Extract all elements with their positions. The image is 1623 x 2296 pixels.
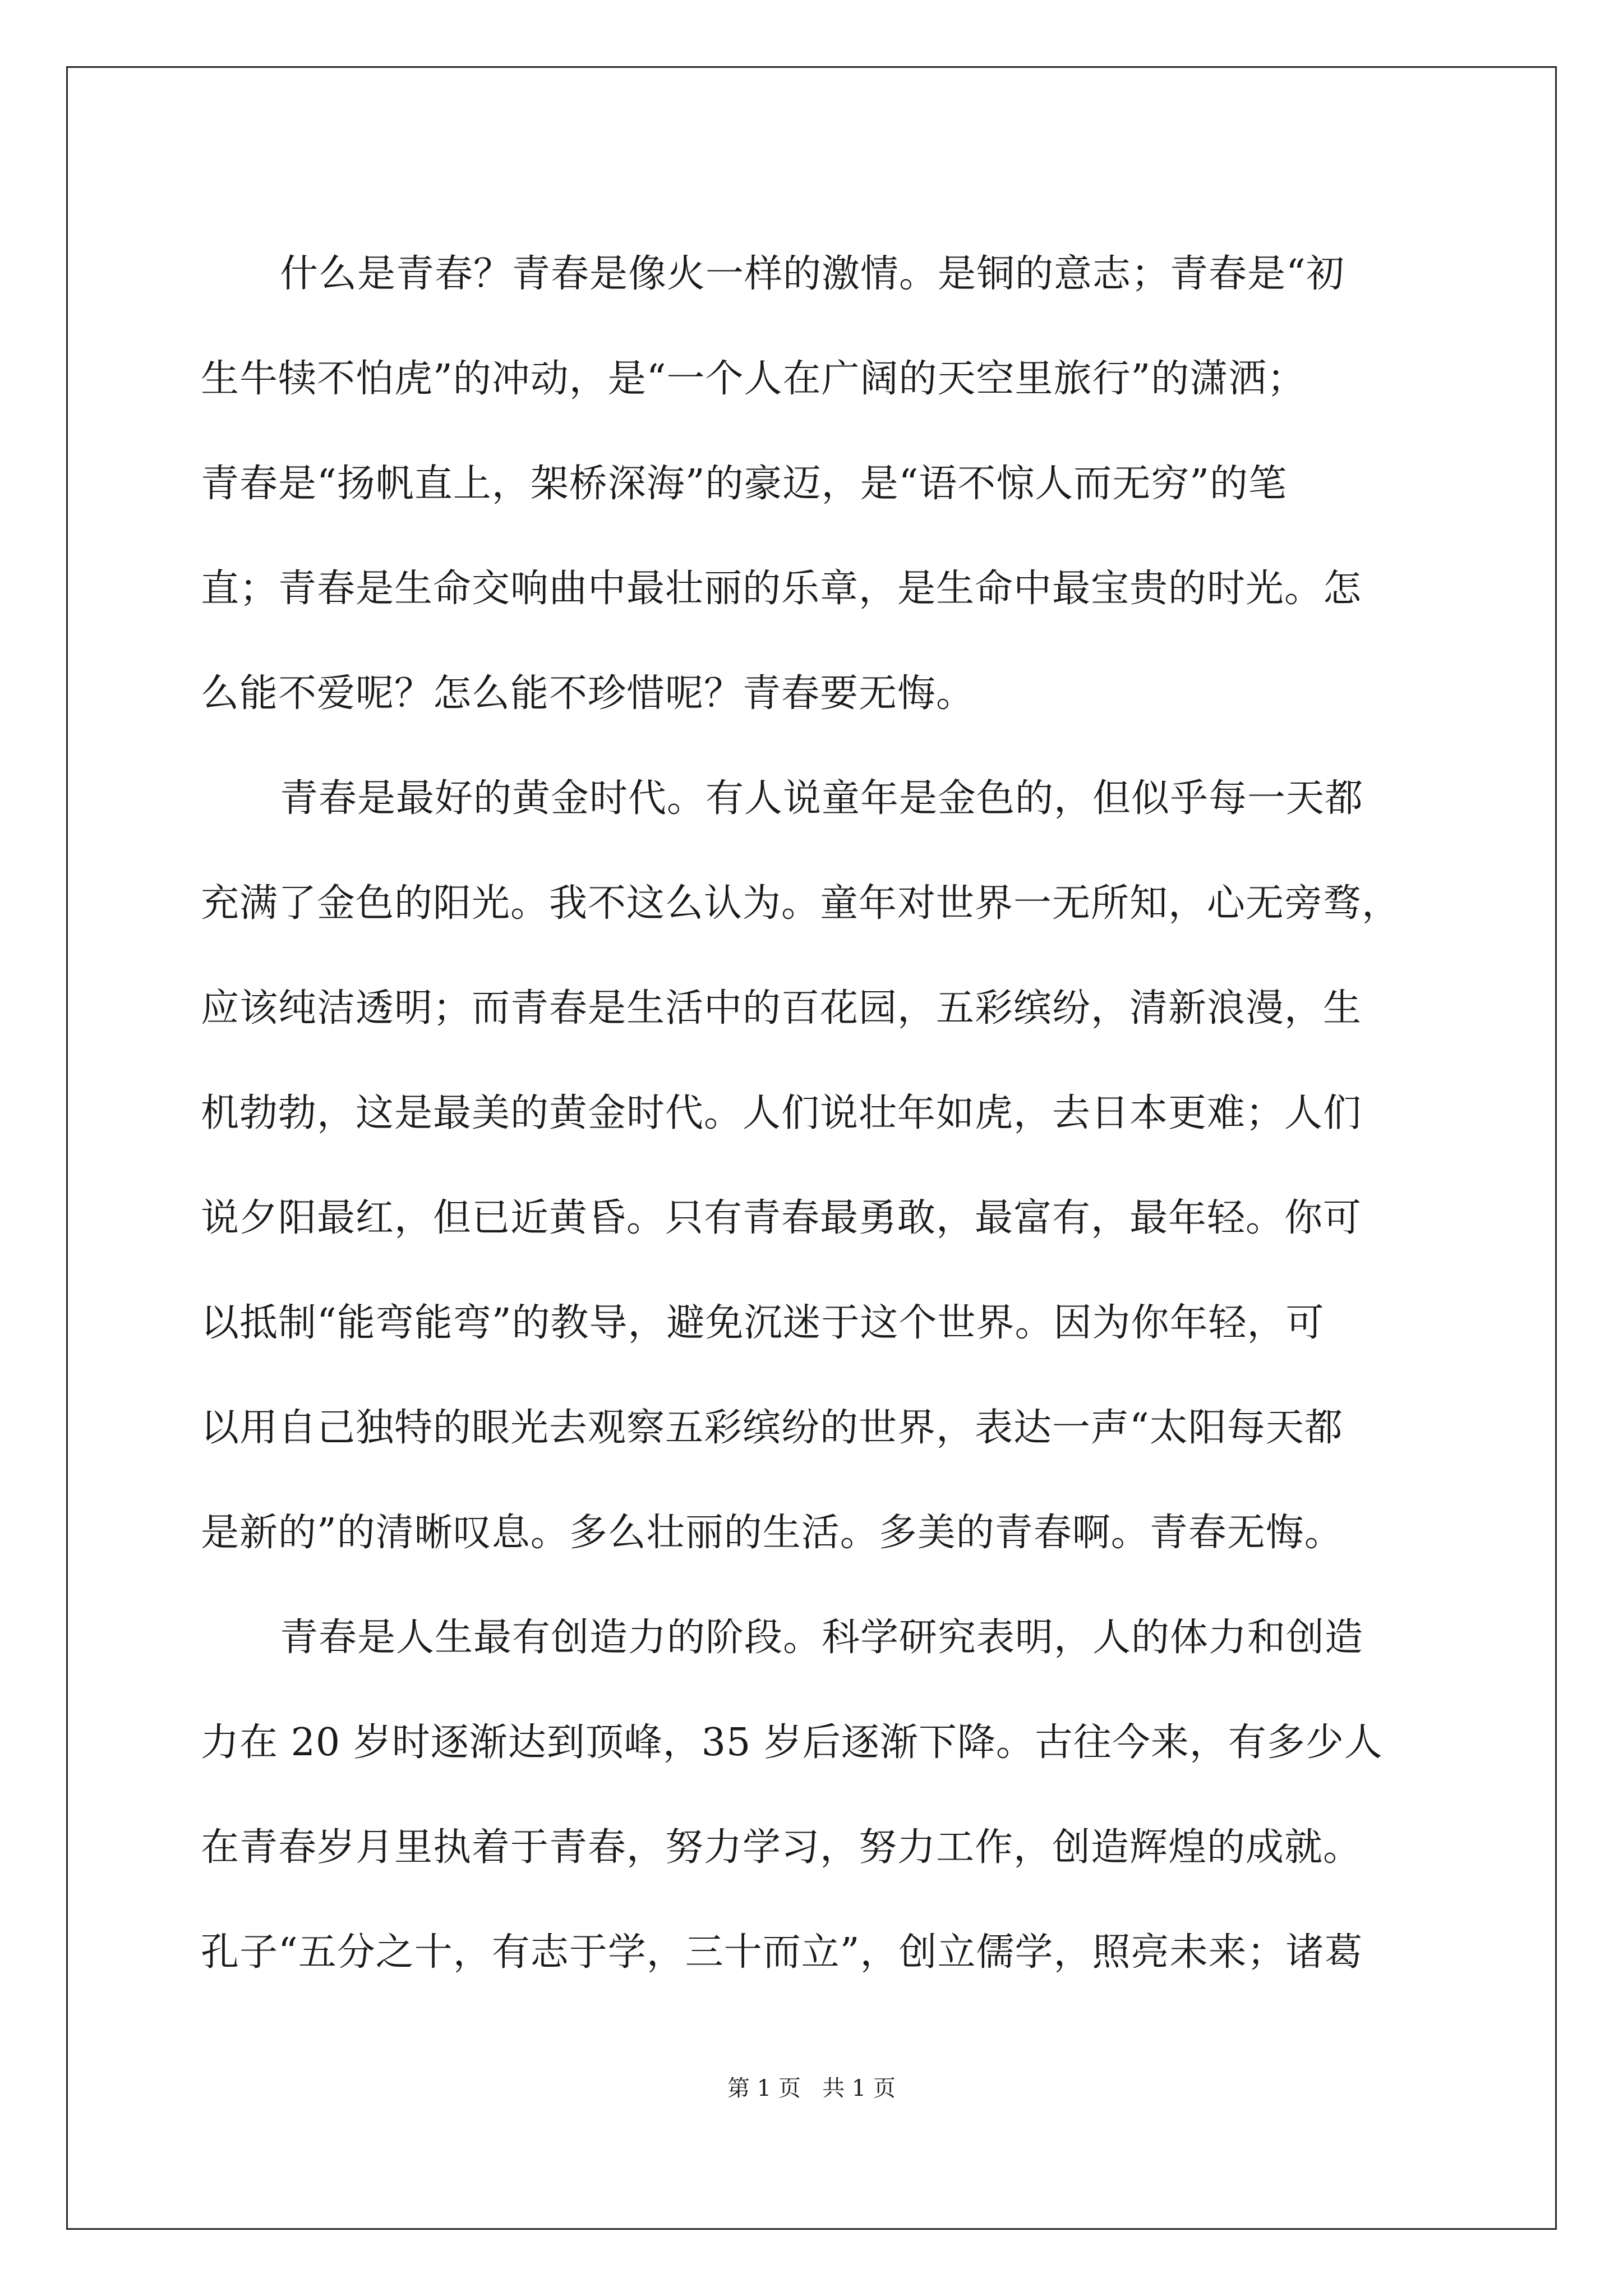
text-line: 什么是青春？青春是像火一样的激情。是铜的意志；青春是“初 bbox=[280, 252, 1345, 296]
paragraph-2 bbox=[201, 746, 1435, 1585]
text-line: 青春是最好的黄金时代。有人说童年是金色的，但似乎每一天都 bbox=[280, 776, 1364, 821]
text-line: 青春是人生最有创造力的阶段。科学研究表明，人的体力和创造 bbox=[280, 1616, 1364, 1660]
text-line: 充满了金色的阳光。我不这么认为。童年对世界一无所知，心无旁骛， bbox=[201, 881, 1401, 926]
text-line: 在青春岁月里执着于青春，努力学习，努力工作，创造辉煌的成就。 bbox=[201, 1825, 1362, 1870]
paragraph-3 bbox=[201, 1585, 1435, 2005]
document-body bbox=[201, 222, 1435, 2005]
page-number: 第 1 页 bbox=[727, 2076, 801, 2101]
text-line: 以抵制“能弯能弯”的教导，避免沉迷于这个世界。因为你年轻，可 bbox=[201, 1301, 1325, 1345]
text-line: 青春是“扬帆直上，架桥深海”的豪迈，是“语不惊人而无穷”的笔 bbox=[201, 462, 1288, 506]
text-line: 力在 20 岁时逐渐达到顶峰，35 岁后逐渐下降。古往今来，有多少人 bbox=[201, 1720, 1383, 1765]
paragraph-1 bbox=[201, 222, 1435, 746]
text-line: 以用自己独特的眼光去观察五彩缤纷的世界，表达一声“太阳每天都 bbox=[201, 1406, 1343, 1450]
text-line: 说夕阳最红，但已近黄昏。只有青春最勇敢，最富有，最年轻。你可 bbox=[201, 1196, 1362, 1240]
text-line: 么能不爱呢？怎么能不珍惜呢？青春要无悔。 bbox=[201, 671, 975, 716]
text-line: 直；青春是生命交响曲中最壮丽的乐章，是生命中最宝贵的时光。怎 bbox=[201, 567, 1362, 611]
text-line: 应该纯洁透明；而青春是生活中的百花园，五彩缤纷，清新浪漫，生 bbox=[201, 986, 1362, 1030]
text-line: 孔子“五分之十，有志于学，三十而立”，创立儒学，照亮未来；诸葛 bbox=[201, 1930, 1363, 1975]
text-line: 机勃勃，这是最美的黄金时代。人们说壮年如虎，去日本更难；人们 bbox=[201, 1091, 1362, 1135]
page-footer bbox=[0, 2074, 1623, 2102]
text-line: 生牛犊不怕虎”的冲动，是“一个人在广阔的天空里旅行”的潇洒； bbox=[201, 357, 1306, 401]
page-total: 共 1 页 bbox=[822, 2076, 896, 2101]
text-line: 是新的”的清晰叹息。多么壮丽的生活。多美的青春啊。青春无悔。 bbox=[201, 1511, 1343, 1555]
